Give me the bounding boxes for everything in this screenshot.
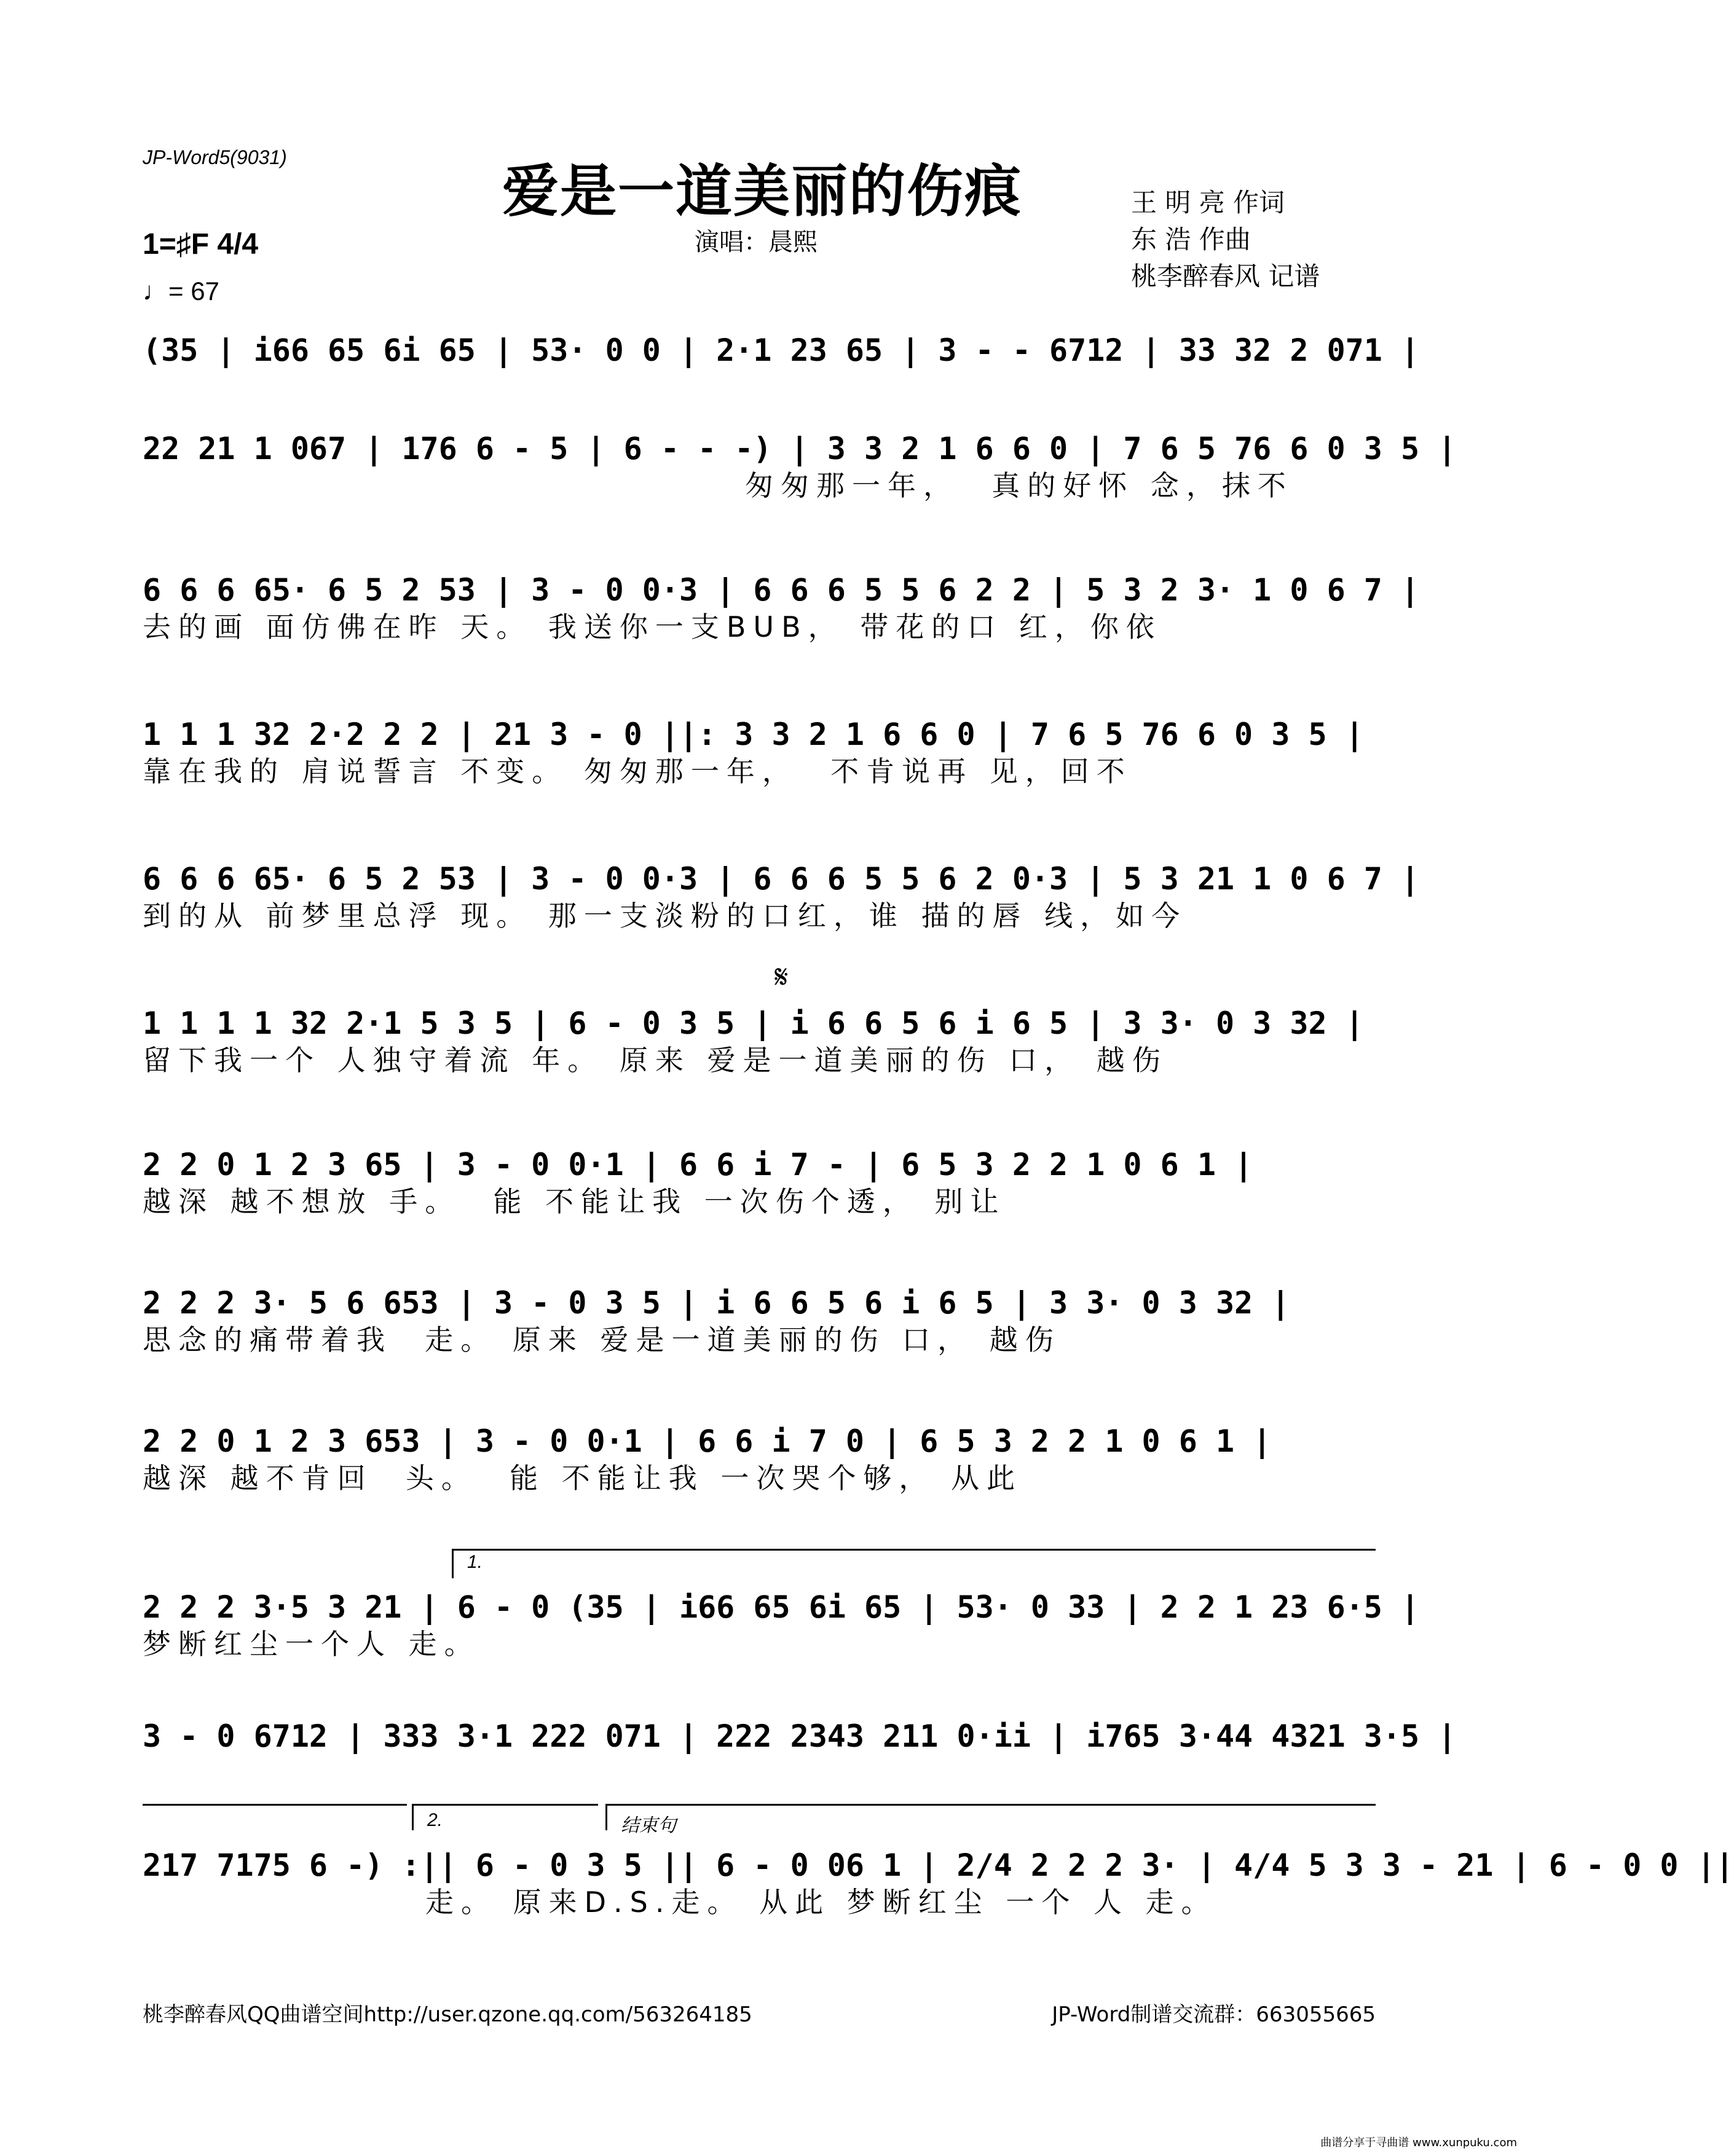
- notation-line: 22 21 1 067 | 176 6 - 5 | 6 - - -) | 3 3 2 1 6 6 0 | 7 6 5 76 6 0 3 5 |: [143, 431, 1457, 466]
- volta-1-bracket: [452, 1549, 1376, 1578]
- notation-line: 1 1 1 1 32 2·1 5 3 5 | 6 - 0 3 5 | i 6 6 5 6 i 6 5 | 3 3· 0 3 32 |: [143, 1005, 1364, 1041]
- lyric-line: 越深 越不肯回 头。 能 不能让我 一次哭个够， 从此: [143, 1462, 1022, 1495]
- notation-line: 2 2 2 3·5 3 21 | 6 - 0 (35 | i66 65 6i 65 | 53· 0 33 | 2 2 1 23 6·5 |: [143, 1589, 1420, 1625]
- notation-line: 6 6 6 65· 6 5 2 53 | 3 - 0 0·3 | 6 6 6 5 5 6 2 2 | 5 3 2 3· 1 0 6 7 |: [143, 572, 1420, 608]
- system-7: [143, 1146, 1378, 1220]
- system-11: [143, 1718, 1457, 1755]
- song-title: 爱是一道美丽的伤痕: [502, 158, 1022, 224]
- lyric-line: 走。 原来D.S.走。 从此 梦断红尘 一个 人 走。: [425, 1886, 1217, 1919]
- lyric-line: 思念的痛带着我 走。 原来 爱是一道美丽的伤 口， 越伤: [143, 1323, 1061, 1356]
- coda-label: 结束句: [621, 1816, 676, 1836]
- volta-1-continuation: [143, 1804, 407, 1806]
- system-3: [143, 572, 1420, 645]
- transcriber-credit: 桃李醉春风 记谱: [1131, 261, 1320, 291]
- system-12: [143, 1847, 1734, 1921]
- system-4: [143, 716, 1378, 790]
- key-signature: 1=♯F 4/4: [143, 228, 259, 261]
- system-1: [143, 332, 1420, 369]
- corner-watermark: 曲谱分享于寻曲谱 www.xunpuku.com: [1320, 2136, 1517, 2149]
- tempo-marking: ♩= 67: [143, 277, 219, 305]
- system-2: [143, 430, 1457, 504]
- singer-credit: 演唱：晨熙: [695, 228, 818, 256]
- lyric-line: 去的画 面仿佛在昨 天。 我送你一支BUB， 带花的口 红，你依: [143, 610, 1162, 643]
- volta-2-label: 2.: [427, 1810, 443, 1830]
- notation-line: (35 | i66 65 6i 65 | 53· 0 0 | 2·1 23 65 | 3 - - 6712 | 33 32 2 071 |: [143, 332, 1420, 368]
- notation-line: 2 2 0 1 2 3 653 | 3 - 0 0·1 | 6 6 i 7 0 | 6 5 3 2 2 1 0 6 1 |: [143, 1423, 1272, 1459]
- lyric-line: 匆匆那一年， 真的好怀 念，抹不: [745, 469, 1293, 502]
- system-6: [143, 1005, 1378, 1079]
- lyric-line: 留下我一个 人独守着流 年。 原来 爱是一道美丽的伤 口， 越伤: [143, 1044, 1168, 1077]
- system-10: [143, 1589, 1420, 1662]
- software-label: JP-Word5(9031): [143, 146, 287, 168]
- lyricist-credit: 王 明 亮 作词: [1131, 187, 1285, 218]
- notation-line: 2 2 2 3· 5 6 653 | 3 - 0 3 5 | i 6 6 5 6 i 6 5 | 3 3· 0 3 32 |: [143, 1285, 1290, 1321]
- coda-bracket: [605, 1804, 1376, 1830]
- notation-line: 6 6 6 65· 6 5 2 53 | 3 - 0 0·3 | 6 6 6 5 5 6 2 0·3 | 5 3 21 1 0 6 7 |: [143, 861, 1420, 897]
- footer-left: 桃李醉春风QQ曲谱空间http://user.qzone.qq.com/563264185: [143, 2002, 752, 2027]
- lyric-line: 靠在我的 肩说誓言 不变。 匆匆那一年， 不肯说再 见，回不: [143, 755, 1132, 788]
- composer-credit: 东 浩 作曲: [1131, 224, 1251, 254]
- notation-line: 1 1 1 32 2·2 2 2 | 21 3 - 0 ||: 3 3 2 1 6 6 0 | 7 6 5 76 6 0 3 5 |: [143, 717, 1364, 752]
- lyric-line: 梦断红尘一个人 走。: [143, 1627, 480, 1661]
- system-8: [143, 1285, 1378, 1358]
- system-5: [143, 860, 1420, 934]
- system-9: [143, 1423, 1378, 1497]
- notation-line: 217 7175 6 -) :|| 6 - 0 3 5 || 6 - 0 06 1 | 2/4 2 2 2 3· | 4/4 5 3 3 - 21 | 6 - 0 0 ||: [143, 1847, 1734, 1883]
- notation-line: 2 2 0 1 2 3 65 | 3 - 0 0·1 | 6 6 i 7 - | 6 5 3 2 2 1 0 6 1 |: [143, 1147, 1253, 1182]
- lyric-line: 越深 越不想放 手。 能 不能让我 一次伤个透， 别让: [143, 1185, 1006, 1218]
- lyric-line: 到的从 前梦里总浮 现。 那一支淡粉的口红，谁 描的唇 线，如今: [143, 899, 1188, 932]
- notation-line: 3 - 0 6712 | 333 3·1 222 071 | 222 2343 211 0·ii | i765 3·44 4321 3·5 |: [143, 1718, 1457, 1754]
- volta-1-label: 1.: [467, 1552, 483, 1572]
- credits-block: [1131, 184, 1320, 295]
- footer-right: JP-Word制谱交流群：663055665: [1052, 2002, 1376, 2027]
- segno-sign: 𝄋: [774, 959, 789, 996]
